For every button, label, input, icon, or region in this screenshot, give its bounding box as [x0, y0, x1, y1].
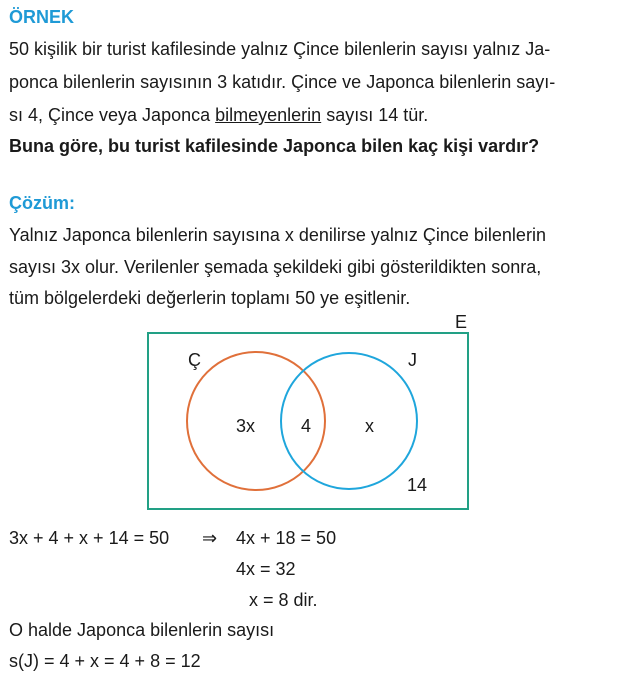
- only-c-value: 3x: [236, 416, 256, 436]
- universe-label: E: [455, 312, 468, 332]
- example-line-3-start: sı 4, Çince veya Japonca: [9, 105, 216, 125]
- intersection-value: 4: [301, 416, 312, 436]
- example-line-1: 50 kişilik bir turist kafilesinde yalnız Çince bilenlerin sayısı yalnız Ja-: [9, 39, 551, 59]
- solution-line-1: Yalnız Japonca bilenlerin sayısına x denilirse yalnız Çince bilenlerin: [9, 225, 546, 245]
- solution-title: Çözüm:: [9, 193, 75, 213]
- example-line-2: ponca bilenlerin sayısının 3 katıdır. Çince ve Japonca bilenlerin sayı-: [9, 72, 556, 92]
- equation-1-right: 4x + 18 = 50: [236, 528, 337, 548]
- solution-line-3: tüm bölgelerdeki değerlerin toplamı 50 ye eşitlenir.: [9, 288, 411, 308]
- example-line-3-underlined: bilmeyenlerin: [215, 105, 322, 125]
- outside-value: 14: [407, 475, 428, 495]
- equation-2: 4x = 32: [236, 559, 296, 579]
- equation-1-left: 3x + 4 + x + 14 = 50: [9, 528, 170, 548]
- implies-arrow: ⇒: [202, 528, 218, 548]
- example-question: Buna göre, bu turist kafilesinde Japonca bilen kaç kişi vardır?: [9, 136, 540, 156]
- conclusion-line-1: O halde Japonca bilenlerin sayısı: [9, 620, 275, 640]
- set-j-label: J: [408, 350, 417, 370]
- example-line-3-end: sayısı 14 tür.: [321, 105, 429, 125]
- only-j-value: x: [365, 416, 374, 436]
- solution-line-2: sayısı 3x olur. Verilenler şemada şekildeki gibi gösterildikten sonra,: [9, 257, 542, 277]
- conclusion-line-2: s(J) = 4 + x = 4 + 8 = 12: [9, 651, 201, 671]
- set-c-label: Ç: [188, 350, 201, 370]
- equation-3: x = 8 dir.: [249, 590, 318, 610]
- example-title: ÖRNEK: [9, 7, 75, 27]
